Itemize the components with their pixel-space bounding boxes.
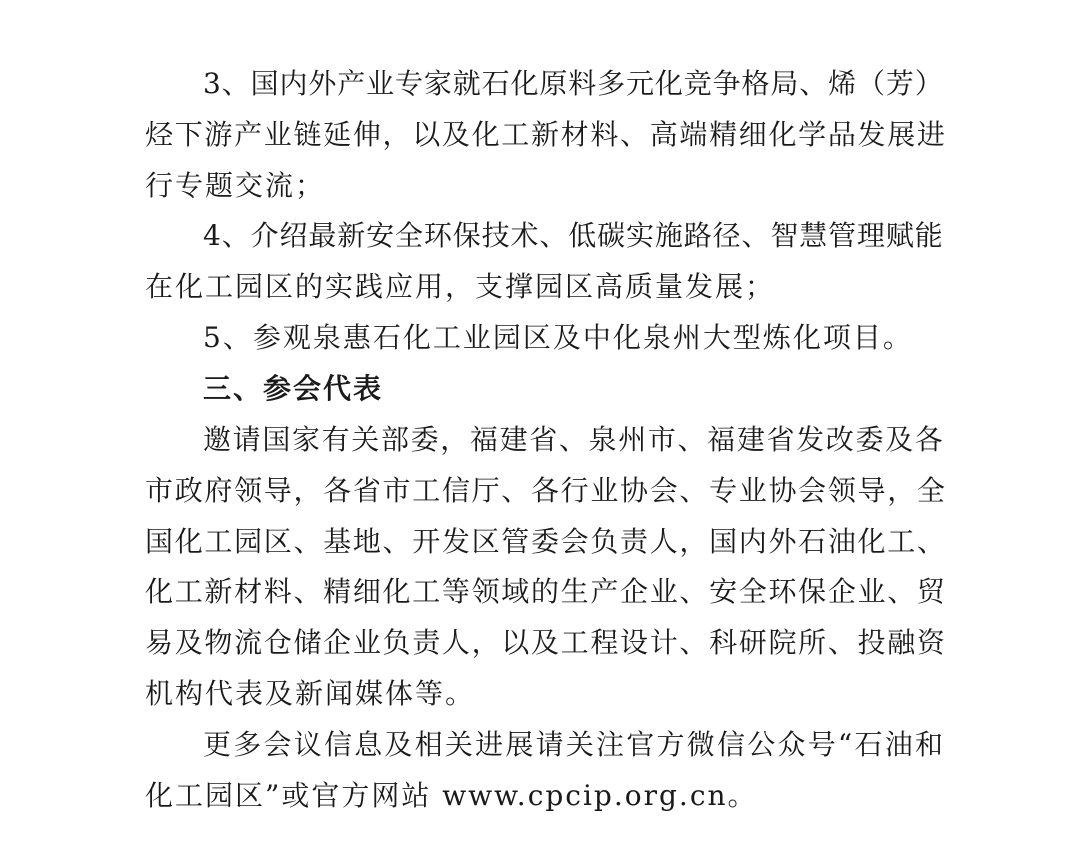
item3-line3: 行专题交流； (145, 169, 326, 202)
paragraph-line (145, 572, 945, 612)
item3-line1: 3 、 国 内 外 产 业 专 家 就 石 化 原 料 多 元 化 竞 争 格 局 、 烯 （ 芳 ） (203, 67, 943, 100)
paragraph-line (203, 725, 943, 765)
section3-heading: 三、参会代表 (203, 372, 384, 405)
paragraph-line (145, 623, 945, 663)
item3-line2: 烃 下 游 产 业 链 延 伸 ， 以 及 化 工 新 材 料 、 高 端 精 细 化 学 品 发 展 进 (145, 118, 945, 151)
paragraph-line (145, 674, 945, 714)
paragraph-line (145, 166, 945, 206)
item4-line1: 4 、 介 绍 最 新 安 全 环 保 技 术 、 低 碳 实 施 路 径 、 智 慧 管 理 赋 能 (203, 219, 943, 252)
representatives-line3: 国 化 工 园 区 、 基 地 、 开 发 区 管 委 会 负 责 人 ， 国 内 外 石 油 化 工 、 (145, 525, 945, 558)
paragraph-line (203, 318, 943, 358)
representatives-line1: 邀 请 国 家 有 关 部 委 ， 福 建 省 、 泉 州 市 、 福 建 省 发 改 委 及 各 (203, 423, 943, 456)
paragraph-line (145, 471, 945, 511)
more-info-line2: 化工园区”或官方网站 www.cpcip.org.cn。 (145, 779, 758, 812)
paragraph-line (145, 115, 945, 155)
more-info-line1: 更 多 会 议 信 息 及 相 关 进 展 请 关 注 官 方 微 信 公 众 号 “ 石 油 和 (203, 728, 943, 761)
paragraph-line (203, 64, 943, 104)
paragraph-line (203, 216, 943, 256)
representatives-line4: 化 工 新 材 料 、 精 细 化 工 等 领 域 的 生 产 企 业 、 安 全 环 保 企 业 、 贸 (145, 575, 945, 608)
item4-line2: 在化工园区的实践应用，支撑园区高质量发展； (145, 270, 776, 303)
item5-line1: 5、参观泉惠石化工业园区及中化泉州大型炼化项目。 (203, 321, 913, 354)
paragraph-line (145, 267, 945, 307)
paragraph-line (203, 420, 943, 460)
representatives-line6: 机构代表及新闻媒体等。 (145, 677, 476, 710)
section-heading (203, 369, 943, 409)
representatives-line5: 易 及 物 流 仓 储 企 业 负 责 人 ， 以 及 工 程 设 计 、 科 研 院 所 、 投 融 资 (145, 626, 945, 659)
representatives-line2: 市 政 府 领 导 ， 各 省 市 工 信 厅 、 各 行 业 协 会 、 专 业 协 会 领 导 ， 全 (145, 474, 945, 507)
paragraph-line (145, 776, 945, 816)
paragraph-line (145, 522, 945, 562)
